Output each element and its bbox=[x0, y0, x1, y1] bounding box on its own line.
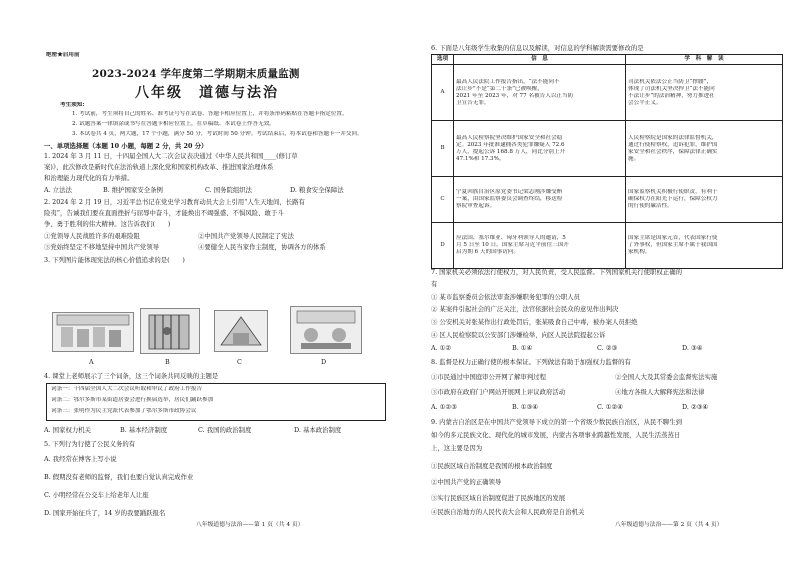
q6-table bbox=[431, 54, 783, 269]
q2-line: 2. 2024 年 2 月 19 日，习近平总书记在党史学习教育动员大会上引用“人生天地间，长路有 bbox=[44, 198, 305, 206]
q8-option-d: D. ②③④ bbox=[682, 403, 709, 411]
q9-line: 如今的多元民族文化、现代化的城市发展，内蒙古各项事业跨越性发展，人民生活蒸蒸日 bbox=[431, 431, 681, 439]
row-info: 宁夏回族自治区原党委书记梁志刚涉嫌受贿 一案，由国家监察委员会调查终结，移送检 察院审查起诉。 bbox=[454, 177, 626, 223]
page-footer: 八年级道德与法治——第 1 页（共 4 页） bbox=[196, 522, 304, 528]
q4-option-b: B. 基本经济制度 bbox=[120, 426, 168, 434]
notice-line: 2. 试题答案一律填涂或书写在答题卡相应位置上，在草稿纸、本试卷上作答无效。 bbox=[72, 121, 275, 127]
q4-option-a: A. 国家权力机关 bbox=[44, 426, 92, 434]
q3-label-c: C bbox=[237, 358, 242, 366]
table-row bbox=[432, 223, 783, 269]
q4-option-c: C. 我国的政治制度 bbox=[198, 426, 252, 434]
secret-mark: 绝密★启用前 bbox=[46, 52, 80, 58]
q2-item: ②中国共产党领导人民制定了宪法 bbox=[198, 232, 294, 240]
q3-illustration-a bbox=[52, 312, 134, 352]
row-interpretation: 人民检察院是国家的法律监督机关， 通过行使检察权，追诉犯罪，维护国 家安全和社会秩序，保障法律正确实 施。 bbox=[626, 121, 783, 177]
q7-line: 7. 国家机关必须依法行使权力，对人民负责，受人民监督。下列国家机关行使职权正确的 bbox=[431, 268, 682, 276]
notice-title: 考生须知: bbox=[60, 102, 85, 108]
q8-item: ④地方各级人大解释宪法和法律 bbox=[615, 388, 705, 396]
q7-option-c: C. ②③ bbox=[597, 344, 618, 352]
notice-line: 3. 本试卷共 4 页，两大题，17 个小题，满分 50 分，考试时间 50 分钟。考试结束后，将本试卷和答题卡一并交回。 bbox=[72, 131, 363, 137]
q3-label-a: A bbox=[89, 358, 94, 366]
q8-item: ②全国人大及其常委会监督宪法实施 bbox=[615, 373, 718, 381]
q8-option-c: C. ①②④ bbox=[597, 403, 623, 411]
right-page bbox=[397, 0, 794, 561]
q3-illustration-d bbox=[290, 306, 362, 354]
section-heading: 一、单项选择题（本题 10 小题，每题 2 分，共 20 分） bbox=[44, 142, 208, 150]
q5-stem: 5. 下列行为行使了公民义务的有 bbox=[44, 440, 136, 448]
q2-item: ③党始终坚定不移地坚持中国共产党领导 bbox=[44, 243, 160, 251]
col-header: 选项 bbox=[432, 55, 454, 65]
row-option: C bbox=[432, 177, 454, 223]
row-interpretation: 国家主席是国家元首，代表国家行使 了外事权，但国家主席不属于我国国 家机构。 bbox=[626, 223, 783, 269]
q3-illustration-c bbox=[214, 310, 268, 352]
q8-item: ③市政府在政府门户网站开展网上评议政府活动 bbox=[431, 388, 566, 396]
row-option: A bbox=[432, 65, 454, 121]
q5-option-a: A. 我经常在博客上写小说 bbox=[44, 455, 117, 463]
q4-term-box bbox=[46, 383, 386, 421]
q4-term: 词条二：鄂尔多斯市某街道居委会进行换届选举，居民们踊跃参加 bbox=[51, 397, 214, 403]
q8-stem: 8. 监督是权力正确行使的根本保证。下列做法有助于加强权力监督的有 bbox=[431, 358, 631, 366]
row-interpretation: 国家监察机关积极行使职责，有利于 确保权力在阳光下运行，保障公权力 的行使的廉洁性。 bbox=[626, 177, 783, 223]
q1-line: 1. 2024 年 3 月 11 日，十四届全国人大二次会议表决通过《中华人民共和国____(修订草 bbox=[44, 152, 298, 160]
q7-item: ④ 区人民检察院以公安部门涉嫌检举，向区人民法院提起公诉 bbox=[431, 331, 606, 339]
q5-option-b: B. 假期没有老师的监督，我们也要自觉认真完成作业 bbox=[44, 473, 194, 481]
q1-line: 和治理能力现代化的有力举措。 bbox=[44, 174, 134, 182]
q2-item: ④要健全人民当家作主制度，协调各方的体系 bbox=[198, 243, 326, 251]
exam-subtitle: 八年级 道德与法治 bbox=[135, 85, 279, 101]
q2-line: 险夷”，告诫我们要在直面挫折与屈辱中奋斗，才能焕出不竭强盛、不惧风险、敢于斗 bbox=[44, 209, 284, 217]
row-option: D bbox=[432, 223, 454, 269]
q5-option-c: C. 小明经常在公交车上给老年人让座 bbox=[44, 491, 149, 499]
q9-item: ④民族自治地方的人民代表大会和人民政府是自治机关 bbox=[431, 508, 585, 516]
q9-line: 9. 内蒙古自治区是在中国共产党领导下成立的第一个省级少数民族自治区，从民不聊生到 bbox=[431, 418, 682, 426]
q8-item: ①市民通过中国庭审公开网了解审判过程 bbox=[431, 373, 547, 381]
table-row bbox=[432, 65, 783, 121]
q7-option-d: D. ③④ bbox=[682, 344, 703, 352]
row-interpretation: 司法机关依法公正当防卫“撑腰”， 体现了司法机关坚决捍卫“法不能向 不法让步”的法治精神，努力推进社 会公平正义。 bbox=[626, 65, 783, 121]
q3-stem: 3. 下列图片能体现宪法的核心价值追求的是( ) bbox=[44, 256, 185, 264]
row-info: 应法国、塞尔维亚、匈牙利领导人的邀请，5 月 5 日至 10 日，国家主席习近平前往三国开 启为期 6 天的国事访问。 bbox=[454, 223, 626, 269]
q9-item: ①民族区域自治制度是我国的根本政治制度 bbox=[431, 462, 553, 470]
q4-term: 词条一：十四届全国人大二次会议听取和审议了政府工作报告 bbox=[51, 386, 203, 392]
q7-item: ② 某案件引起社会的广泛关注，法官依据社会民众的意见作出判决 bbox=[431, 305, 619, 313]
q7-item: ③ 公安机关对张某作出行政处罚后，张某吸食自己中毒，被办案人员拒绝 bbox=[431, 318, 638, 326]
q6-stem: 6. 下面是八年级学生收集的信息以及解读，对信息的学科解读需要修改的是 bbox=[431, 44, 644, 52]
q5-option-d: D. 国家开始征兵了，14 岁的我要踊跃报名 bbox=[44, 509, 166, 517]
q1-option-c: C. 国务院组织法 bbox=[205, 186, 253, 194]
q2-item: ①党领导人民战胜许多的艰难险阻 bbox=[44, 232, 140, 240]
q7-item: ① 某市监察委员会依法审查涉嫌职务犯罪的公职人员 bbox=[431, 293, 581, 301]
col-header: 信 息 bbox=[454, 55, 626, 65]
q4-term: 词条三：张明作为民主党派代表参加了鄂尔多斯市政协会议 bbox=[51, 408, 197, 414]
notice-line: 1. 考试前，考生须将自己的姓名、准考证号写在试卷、答题卡相应位置上，并将条形码粘贴在答题卡指定位置。 bbox=[72, 111, 348, 117]
page-footer: 八年级道德与法治——第 2 页（共 4 页） bbox=[615, 522, 723, 528]
q1-line: 案)》，此次修改是新时代在法治轨道上深化党和国家机构改革、推进国家治理体系 bbox=[44, 163, 274, 171]
q1-option-d: D. 粮食安全保障法 bbox=[290, 186, 344, 194]
q7-line: 有 bbox=[431, 280, 438, 288]
q3-illustration-b bbox=[140, 308, 200, 354]
table-header-row bbox=[432, 55, 783, 65]
q7-option-b: B. ①④ bbox=[512, 344, 533, 352]
q3-label-b: B bbox=[165, 358, 170, 366]
q1-option-a: A. 立法法 bbox=[44, 186, 72, 194]
row-info: 最高人民检察院坚决维护国家安全和社会稳 定。2023 年批准逮捕各类犯罪嫌疑人 72.6 万人，提起公诉 168.8 万人，同比分别上升 47.1%和 17.3%。 bbox=[454, 121, 626, 177]
row-option: B bbox=[432, 121, 454, 177]
q9-line: 上，这主要是因为 bbox=[431, 444, 483, 452]
table-row bbox=[432, 121, 783, 177]
q7-option-a: A. ①② bbox=[431, 344, 452, 352]
q4-stem: 4. 课堂上老师展示了三个词条，这三个词条共同反映的主题是 bbox=[44, 372, 219, 380]
q8-option-a: A. ①②③ bbox=[431, 403, 457, 411]
q3-label-d: D bbox=[321, 358, 327, 366]
q8-option-b: B. ①③④ bbox=[512, 403, 538, 411]
row-info: 最高人民法院工作报告指出，“法不能向不 法让步”不是“第二十条”已被唤醒， 2021 年至 2023 年，对 77 名被告人以正当防 卫宣告无罪。 bbox=[454, 65, 626, 121]
q9-item: ③实行民族区域自治制度促进了民族地区的发展 bbox=[431, 494, 566, 502]
exam-title: 2023-2024 学年度第二学期期末质量监测 bbox=[92, 68, 300, 80]
q9-item: ②中国共产党的正确领导 bbox=[431, 478, 502, 486]
table-row bbox=[432, 177, 783, 223]
q4-option-d: D. 基本政治制度 bbox=[294, 426, 342, 434]
q1-option-b: B. 维护国家安全条例 bbox=[103, 186, 163, 194]
col-header: 学 科 解 读 bbox=[626, 55, 783, 65]
q2-line: 争、勇于胜利的伟大精神。这告诉我们( ) bbox=[44, 220, 171, 228]
